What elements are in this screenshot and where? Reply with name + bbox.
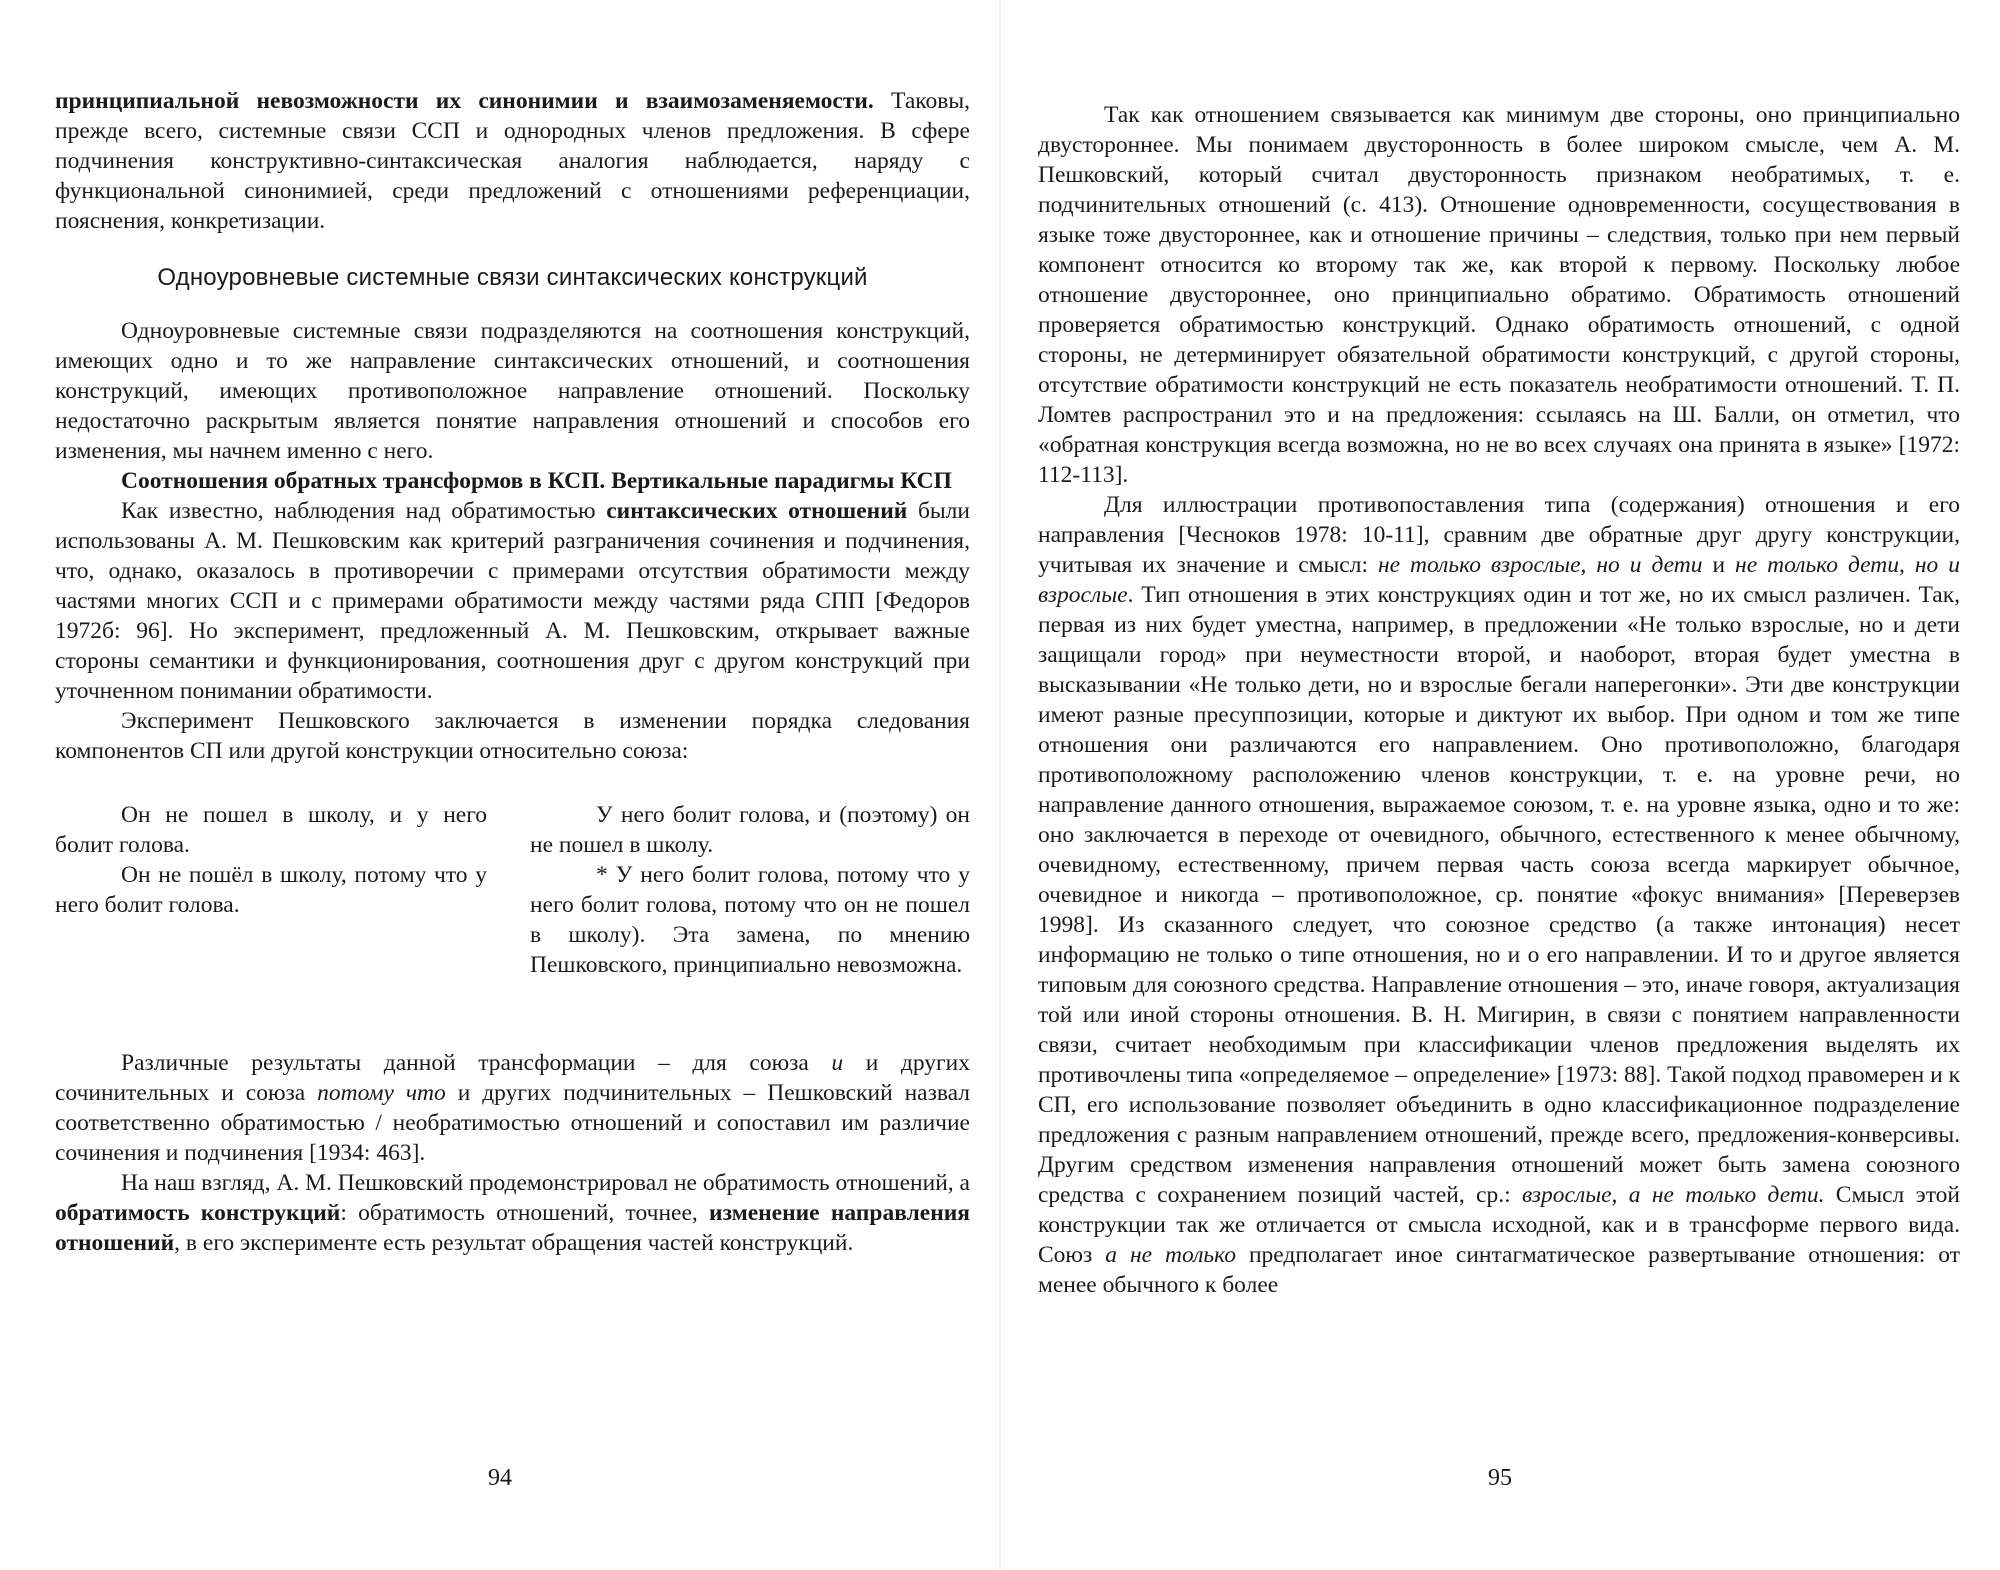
paragraph-reversibility: [55, 496, 970, 706]
paragraph-experiment: Эксперимент Пешковского заключается в изменении порядка следования компонентов СП или другой конструкции относительно союза:: [55, 708, 970, 764]
examples-right-column: [530, 800, 970, 980]
para2-b: были использованы А. М. Пешковским как критерий разграничения сочинения и подчинения, что, однако, оказалось в противоречии с примерами отсутствия обратимости между частями многих ССП и с примерами обратимости между частями ряда СПП [Федоров 1972б: 96]. Но эксперимент, предложенный А. М. Пешковским, открывает важные стороны семантики и функционирования, соотношения друг с другом конструкций при уточненном понимании обратимости.: [55, 498, 970, 704]
paragraph-view: [55, 1168, 970, 1258]
r-para2-italic-4: а не только: [1105, 1242, 1236, 1268]
paragraph-levels: Одноуровневые системные связи подразделяются на соотношения конструкций, имеющих одно и то же направление синтаксических отношений, и соотношения конструкций, имеющих противоположное направление отношений. Поскольку недостаточно раскрытым является понятие направления отношений и способов его изменения, мы начнем именно с него.: [55, 318, 970, 464]
para2-bold: синтаксических отношений: [606, 498, 908, 524]
example-right-1: У него болит голова, и (поэтому) он не пошел в школу.: [530, 802, 970, 858]
subheading: Соотношения обратных трансформов в КСП. Вертикальные парадигмы КСП: [121, 468, 952, 494]
para4-b: и других сочинительных и союза: [55, 1050, 970, 1106]
r-para2-italic-2: не только дети, но и взрослые: [1038, 552, 1960, 608]
r-para2-e: предполагает иное синтагматическое развертывание отношения: от менее обычного к более: [1038, 1242, 1960, 1298]
section-heading: Одноуровневые системные связи синтаксических конструкций: [157, 264, 868, 291]
example-right-2: * У него болит голова, потому что у него болит голова, потому что он не пошел в школу). Эта замена, по мнению Пешковского, принципиально невозможна.: [530, 862, 970, 978]
right-page-text: [1038, 100, 1960, 1300]
intro-paragraph: [55, 86, 970, 236]
r-para2-italic-1: не только взрослые, но и дети: [1377, 552, 1703, 578]
para5-a: На наш взгляд, А. М. Пешковский продемонстрировал не обратимость отношений, а: [121, 1170, 970, 1196]
r-para2-d: Смысл этой конструкции так же отличается от смысла исходной, как и в трансформе первого вида. Союз: [1038, 1182, 1960, 1268]
para5-bold-2: изменение направления отношений: [55, 1200, 970, 1256]
para4-italic-2: потому что: [317, 1080, 446, 1106]
examples-left-column: [55, 800, 487, 980]
example-left-1: Он не пошел в школу, и у него болит голова.: [55, 802, 487, 858]
intro-bold: принципиальной невозможности их синонимии и взаимозаменяемости.: [55, 88, 874, 114]
para5-c: , в его эксперименте есть результат обращения частей конструкций.: [174, 1230, 854, 1256]
example-left-2: Он не пошёл в школу, потому что у него болит голова.: [55, 862, 487, 918]
para4-a: Различные результаты данной трансформации – для союза: [121, 1050, 832, 1076]
paragraph-two-sided: Так как отношением связывается как минимум две стороны, оно принципиально двустороннее. Мы понимаем двусторонность в более широком смысле, чем А. М. Пешковский, который считал двусторонность признаком необратимых, т. е. подчинительных отношений (с. 413). Отношение одновременности, сосуществования в языке тоже двустороннее, как и отношение причины – следствия, только при нем первый компонент относится ко второму так же, как второй к первому. Поскольку любое отношение двустороннее, оно принципиально обратимо. Обратимость отношений проверяется обратимостью конструкций. Однако обратимость отношений, с одной стороны, не детерминирует обязательной обратимости конструкций, с другой стороны, отсутствие обратимости конструкций не есть показатель необратимости отношений. Т. П. Ломтев распространил это и на предложения: ссылаясь на Ш. Балли, он отметил, что «обратная конструкция всегда возможна, но не во всех случаях она принята в языке» [1972: 112-113].: [1038, 102, 1960, 488]
para5-bold-1: обратимость конструкций: [55, 1200, 341, 1226]
r-para2-c: . Тип отношения в этих конструкциях один и тот же, но их смысл различен. Так, первая из них будет уместна, например, в предложении «Не только взрослые, но и дети защищали город» при неуместности второй, и наоборот, вторая будет уместна в высказывании «Не только дети, но и взрослые бегали наперегонки». Эти две конструкции имеют разные пресуппозиции, которые и диктуют их выбор. При одном и том же типе отношения они различаются его направлением. Оно противоположно, благодаря противоположному расположению членов конструкции, т. е. на уровне речи, но направление данного отношения, выражаемое союзом, т. е. на уровне языка, одно и то же: оно заключается в переходе от очевидного, обычного, естественного к менее обычному, очевидному, естественному, причем первая часть союза всегда маркирует обычное, очевидное и никогда – противоположное, ср. понятие «фокус внимания» [Переверзев 1998]. Из сказанного следует, что союзное средство (а также интонация) несет информацию не только о типе отношения, но и о его направлении. И то и другое является типовым для союзного средства. Направление отношения – это, иначе говоря, актуализация той или иной стороны отношения. В. Н. Мигирин, в связи с понятием направленности связи, считает необходимым при классификации членов предложения выделять их противочлены типа «определяемое – определение» [1973: 88]. Такой подход правомерен и к СП, его использование позволяет объединить в одно классификационное подразделение предложения с разным направлением отношений, прежде всего, предложения-конверсивы. Другим средством изменения направления отношений может быть замена союзного средства с сохранением позиций частей, ср.:: [1038, 582, 1960, 1208]
page-number-left: 94: [488, 1465, 512, 1491]
para4-c: и других подчинительных – Пешковский назвал соответственно обратимостью / необратимостью отношений и сопоставил им различие сочинения и подчинения [1934: 463].: [55, 1080, 971, 1166]
r-para2-italic-3: взрослые, а не только дети.: [1521, 1182, 1825, 1208]
left-page-text: [55, 86, 970, 1258]
para2-a: Как известно, наблюдения над обратимостью: [121, 498, 607, 524]
r-para2-b: и: [1702, 552, 1736, 578]
paragraph-illustration: [1038, 490, 1960, 1300]
para4-italic-1: и: [831, 1050, 844, 1076]
page-number-right: 95: [1488, 1465, 1512, 1491]
intro-rest: Таковы, прежде всего, системные связи ССП и однородных членов предложения. В сфере подчинения конструктивно-синтаксическая аналогия наблюдается, наряду с функциональной синонимией, среди предложений с отношениями референциации, пояснения, конкретизации.: [55, 88, 970, 234]
r-para2-a: Для иллюстрации противопоставления типа (содержания) отношения и его направления [Чесноков 1978: 10-11], сравним две обратные друг другу конструкции, учитывая их значение и смысл:: [1038, 492, 1960, 578]
gutter: [999, 0, 1001, 1570]
examples-block: [55, 800, 970, 980]
paragraph-results: [55, 1048, 970, 1168]
para5-b: : обратимость отношений, точнее,: [340, 1200, 710, 1226]
